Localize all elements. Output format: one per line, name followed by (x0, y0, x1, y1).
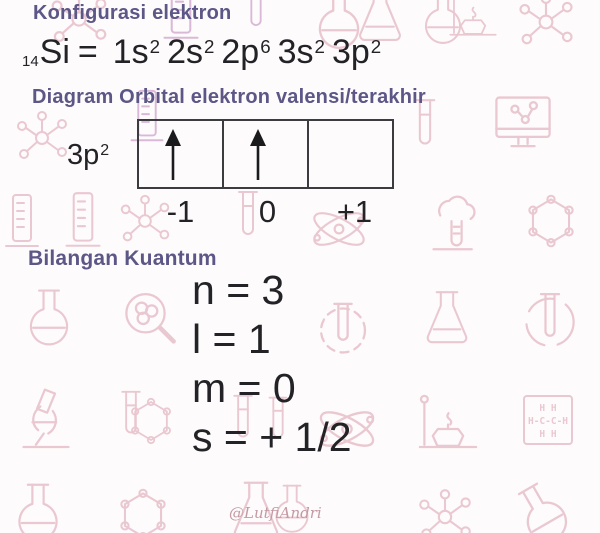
electron-count-superscript: 2 (314, 35, 325, 57)
molecule-branch-icon (412, 484, 478, 533)
electron-count-superscript: 2 (100, 142, 110, 160)
m-value-label: 0 (258, 194, 277, 229)
electron-count-superscript: 2 (149, 35, 161, 57)
orbital-box (222, 119, 309, 189)
molecule-branch-icon (10, 106, 74, 170)
m-value-label: +1 (336, 194, 373, 229)
quantum-line: l = 1 (192, 316, 271, 362)
magnetic-quantum-labels (137, 194, 398, 230)
magnifier-icon (114, 284, 186, 356)
cylinder-icon (50, 188, 116, 254)
orbital-base: 3s (277, 33, 314, 71)
orbital-term (332, 33, 381, 71)
up-arrow-icon (246, 126, 270, 182)
quantum-number-values (192, 266, 352, 462)
quantum-line: n = 3 (192, 267, 285, 313)
tube-arrows-icon (514, 284, 586, 356)
thermo-cloud-icon (420, 184, 492, 256)
element-symbol: Si (39, 33, 70, 71)
molecule-branch-icon (512, 0, 580, 56)
orbital-box (137, 119, 224, 189)
burner-icon (444, 0, 502, 42)
hexagon-icon (518, 188, 584, 254)
m-value-label: -1 (166, 194, 195, 229)
orbital-subshell-label (67, 139, 109, 172)
config-section-title: Konfigurasi elektron (33, 2, 232, 24)
orbital-term (167, 33, 214, 71)
burner-icon (412, 384, 484, 456)
diagram-section-title: Diagram Orbital elektron valensi/terakhir (32, 86, 426, 108)
cylinder-icon (0, 190, 54, 254)
hexagon-icon (110, 482, 176, 533)
flask-round-icon (14, 284, 84, 354)
orbital-base: 2p (221, 33, 260, 71)
orbital-base: 1s (112, 33, 149, 71)
monitor-icon (486, 86, 560, 160)
hexagon-icon (122, 392, 180, 450)
erlenmeyer-icon (414, 286, 480, 352)
electron-count-superscript: 6 (260, 35, 271, 57)
quantum-line: s = + 1/2 (192, 414, 352, 460)
quantum-section-title: Bilangan Kuantum (28, 247, 217, 270)
electron-count-superscript: 2 (203, 35, 215, 57)
equals-sign: = (77, 33, 98, 71)
hcch-icon (516, 388, 580, 452)
atomic-number: 14 (22, 52, 39, 70)
electron-count-superscript: 2 (370, 35, 382, 57)
flask-round-icon (2, 478, 74, 533)
quantum-line: m = 0 (192, 365, 296, 411)
orbital-term (278, 33, 325, 71)
orbital-base: 2s (167, 33, 203, 71)
watermark: @LutfiAndri (229, 504, 322, 522)
orbital-box-diagram (137, 119, 394, 189)
orbital-box (307, 119, 394, 189)
orbital-base: 3p (67, 139, 100, 171)
microscope-icon (10, 384, 82, 456)
orbital-term (113, 33, 160, 71)
flask-round-icon (492, 464, 593, 533)
orbital-term (221, 33, 270, 71)
up-arrow-icon (161, 126, 185, 182)
orbital-base: 3p (331, 33, 370, 71)
electron-configuration-formula (22, 33, 381, 72)
